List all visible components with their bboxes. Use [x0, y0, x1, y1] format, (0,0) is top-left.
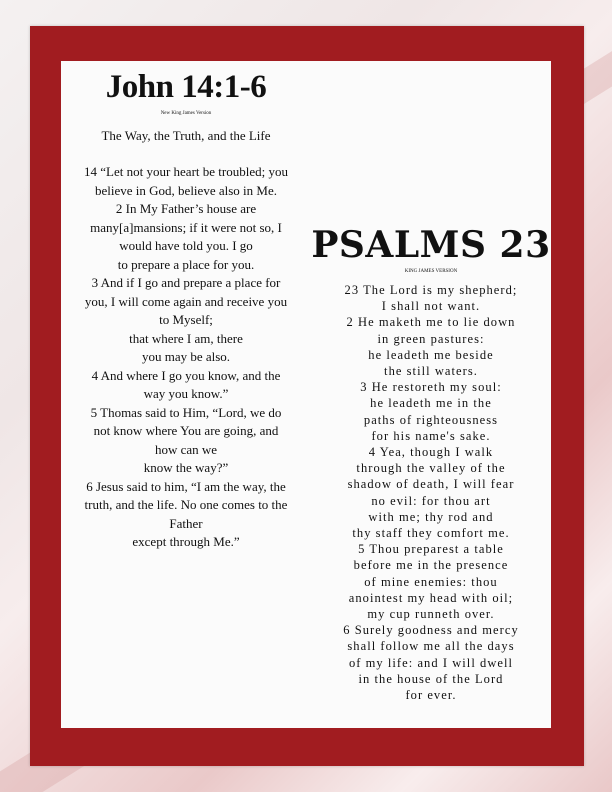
psalm-verse-line: 3 He restoreth my soul:	[360, 380, 502, 395]
psalm-verse-line: before me in the presence	[353, 558, 509, 573]
psalm-column	[311, 61, 551, 703]
john-verse-line: that where I am, there	[129, 330, 243, 346]
psalm-verse-line: in green pastures:	[377, 331, 485, 346]
john-verse-line: Father	[169, 515, 203, 531]
john-verse-line: way you know.”	[143, 386, 229, 401]
psalm-verse-line: in the house of the Lord	[358, 671, 504, 686]
john-verse-line: how can we	[154, 441, 218, 457]
psalm-verse-line: of mine enemies: thou	[364, 574, 498, 589]
john-verse-line: 3 And if I go and prepare a place for	[91, 275, 281, 290]
john-verse-line: 14 “Let not your heart be troubled; you	[84, 164, 288, 179]
psalm-verse-line: for ever.	[405, 688, 457, 703]
john-verse-line: 4 And where I go you know, and the	[91, 367, 281, 383]
red-frame	[30, 26, 584, 766]
john-verse-line: not know where You are going, and	[93, 423, 279, 438]
psalm-verse-line: shadow of death, I will fear	[347, 477, 515, 492]
psalm-verse-line: 4 Yea, though I walk	[368, 445, 494, 460]
psalm-verse-line: with me; thy rod and	[368, 509, 494, 524]
john-verse-line: 2 In My Father’s house are	[115, 201, 257, 216]
john-verse-line: you, I will come again and receive you	[84, 293, 288, 309]
john-verse-line: to prepare a place for you.	[117, 256, 255, 272]
john-title: John 14:1-6	[105, 69, 267, 105]
psalm-verse-line: 6 Surely goodness and mercy	[343, 623, 519, 638]
psalm-verse-line: 5 Thou preparest a table	[358, 542, 504, 557]
psalm-verse-line: anointest my head with oil;	[348, 590, 514, 605]
john-verse-line: to Myself;	[159, 312, 213, 327]
john-verse-line: know the way?”	[143, 460, 229, 475]
psalm-verse-line: 2 He maketh me to lie down	[346, 315, 516, 330]
psalm-verse-line: for his name's sake.	[371, 428, 491, 443]
psalm-verse-line: shall follow me all the days	[347, 639, 515, 654]
psalm-verse-line: through the valley of the	[356, 461, 506, 476]
john-verse-line: truth, and the life. No one comes to the	[84, 497, 288, 512]
psalm-verse-line: no evil: for thou art	[371, 493, 491, 508]
psalm-title: PSALMS 23	[311, 224, 551, 266]
john-verse-line: except through Me.”	[132, 534, 240, 549]
psalm-verse-line: thy staff they comfort me.	[352, 526, 510, 541]
psalm-verse-line: he leadeth me in the	[370, 396, 492, 411]
psalm-verse-line: 23 The Lord is my shepherd;	[344, 283, 518, 297]
john-version-label: New King James Version	[160, 111, 212, 116]
psalm-verse-line: he leadeth me beside	[368, 347, 494, 362]
psalm-verse-line: the still waters.	[384, 364, 478, 379]
john-column	[61, 61, 311, 552]
john-verse-line: believe in God, believe also in Me.	[95, 182, 277, 198]
psalm-version-label: KING JAMES VERSION	[404, 269, 458, 274]
page-sheet	[61, 61, 551, 728]
psalm-passage	[311, 282, 551, 703]
psalm-verse-line: my cup runneth over.	[367, 607, 495, 622]
john-verse-line: many[a]mansions; if it were not so, I	[90, 219, 282, 235]
john-passage	[61, 163, 311, 552]
john-verse-line: you may be also.	[141, 349, 231, 364]
john-verse-line: 5 Thomas said to Him, “Lord, we do	[90, 404, 282, 420]
john-verse-line: would have told you. I go	[119, 238, 253, 253]
john-subtitle: The Way, the Truth, and the Life	[101, 128, 271, 143]
psalm-verse-line: paths of righteousness	[363, 412, 499, 427]
psalm-verse-line: I shall not want.	[381, 299, 481, 314]
john-verse-line: 6 Jesus said to him, “I am the way, the	[86, 478, 286, 494]
psalm-verse-line: of my life: and I will dwell	[348, 655, 514, 670]
